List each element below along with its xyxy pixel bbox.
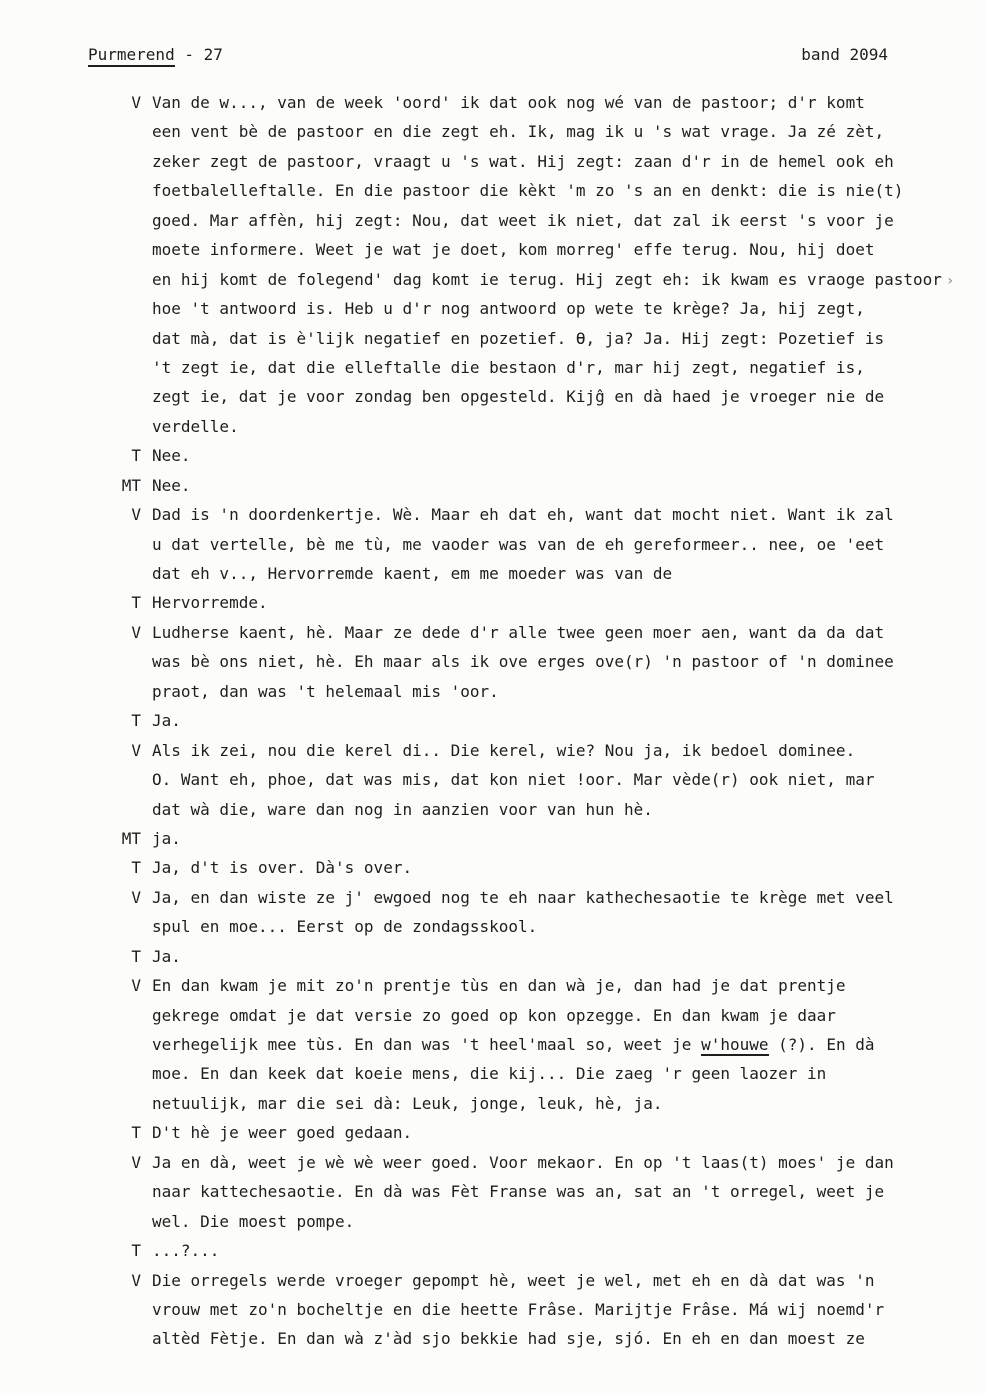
margin-mark: › — [945, 272, 955, 289]
transcript-line — [88, 324, 986, 353]
transcript-line — [88, 647, 986, 676]
line-text: Ja, d't is over. Dà's over. — [152, 858, 413, 878]
speaker-label: V — [131, 93, 141, 112]
line-text: ja. — [152, 828, 181, 848]
transcript-line — [88, 1207, 986, 1236]
line-text: dat eh v.., Hervorremde kaent, em me moeder was van de — [152, 564, 673, 583]
line-text: Nee. — [152, 475, 191, 495]
transcript-line — [88, 1148, 986, 1177]
line-text: gekrege omdat je dat versie zo goed op kon opzegge. En dan kwam je daar — [152, 1005, 836, 1025]
line-text: altèd Fètje. En dan wà z'àd sjo bekkie had sje, sjó. En eh en dan moest ze — [152, 1329, 865, 1349]
line-text: wel. Die moest pompe. — [152, 1211, 355, 1231]
transcript-line — [88, 677, 986, 706]
transcript-line — [88, 147, 986, 176]
line-text: spul en moe... Eerst op de zondagsskool. — [152, 917, 538, 937]
line-text: was bè ons niet, hè. Eh maar als ik ove erges ove(r) 'n pastoor of 'n dominee — [152, 652, 894, 672]
transcript-line — [88, 1059, 986, 1088]
line-text: hoe 't antwoord is. Heb u d'r nog antwoord op wete te krège? Ja, hij zegt, — [152, 299, 865, 319]
line-text: en hij komt de folegend' dag komt ie terug. Hij zegt eh: ik kwam es vraoge pastoor — [152, 269, 942, 289]
transcript-line — [88, 265, 986, 294]
transcript-line — [88, 706, 986, 735]
line-text: foetbalelleftalle. En die pastoor die kèkt 'm zo 's an en denkt: die is nie(t) — [152, 181, 904, 201]
page-title-location: Purmerend — [88, 45, 175, 67]
transcript-line — [88, 1266, 986, 1295]
line-text: moete informere. Weet je wat je doet, kom morreg' effe terug. Nou, hij doet — [152, 240, 875, 260]
line-text: D't hè je weer goed gedaan. — [152, 1123, 413, 1143]
transcript-line — [88, 176, 986, 205]
line-text: dat wà die, ware dan nog in aanzien voor van hun hè. — [152, 799, 653, 819]
speaker-label: V — [131, 1152, 141, 1172]
line-text: Van de w..., van de week 'oord' ik dat ook nog wé van de pastoor; d'r komt — [152, 93, 865, 112]
transcript-line — [88, 824, 986, 853]
transcript-line — [88, 1030, 986, 1059]
transcript-line — [88, 382, 986, 411]
line-text: O. Want eh, phoe, dat was mis, dat kon niet !oor. Mar vède(r) ook niet, mar — [152, 770, 875, 790]
line-text: Ja, en dan wiste ze j' ewgoed nog te eh naar kathechesaotie te krège met veel — [152, 887, 894, 907]
line-text: zegt ie, dat je voor zondag ben opgesteld. Kijĝ en dà haed je vroeger nie de — [152, 387, 885, 407]
speaker-label: T — [131, 858, 141, 878]
speaker-label: MT — [121, 828, 141, 848]
transcript-line — [88, 883, 986, 912]
transcript-line — [88, 235, 986, 264]
line-text: vrouw met zo'n bocheltje en die heette Frâse. Marijtje Frâse. Má wij noemd'r — [152, 1299, 885, 1319]
line-text: dat mà, dat is è'lijk negatief en pozetief. Ɵ, ja? Ja. Hij zegt: Pozetief is — [152, 328, 885, 348]
speaker-label: T — [131, 593, 141, 613]
line-text: zeker zegt de pastoor, vraagt u 's wat. Hij zegt: zaan d'r in de hemel ook eh — [152, 151, 894, 171]
line-text-post: (?). En dà — [768, 1035, 875, 1054]
transcript-line — [88, 559, 986, 588]
transcript-line — [88, 736, 986, 765]
speaker-label: T — [131, 1123, 141, 1143]
line-text-pre: verhegelijk mee tùs. En dan was 't heel'maal so, weet je — [152, 1035, 702, 1054]
underlined-word: w'houwe — [701, 1035, 769, 1054]
transcript-line — [88, 942, 986, 971]
line-text: Dad is 'n doordenkertje. Wè. Maar eh dat eh, want dat mocht niet. Want ik zal — [152, 505, 894, 525]
page-title — [88, 44, 223, 66]
speaker-label: T — [131, 446, 141, 466]
transcript-line — [88, 765, 986, 794]
transcript-line — [88, 1001, 986, 1030]
line-text: 't zegt ie, dat die elleftalle die bestaon d'r, mar hij zegt, negatief is, — [152, 357, 865, 377]
line-text: naar kattechesaotie. En dà was Fèt Franse was an, sat an 't orregel, weet je — [152, 1182, 885, 1202]
line-text: Hervorremde. — [152, 593, 268, 613]
transcript-line — [88, 1177, 986, 1206]
transcript-line — [88, 206, 986, 235]
line-text: goed. Mar affèn, hij zegt: Nou, dat weet ik niet, dat zal ik eerst 's voor je — [152, 210, 894, 230]
line-text: En dan kwam je mit zo'n prentje tùs en dan wà je, dan had je dat prentje — [152, 976, 846, 996]
transcript-line — [88, 1089, 986, 1118]
line-text: een vent bè de pastoor en die zegt eh. Ik, mag ik u 's wat vrage. Ja zé zèt, — [152, 122, 885, 142]
transcript-line — [88, 1236, 986, 1265]
speaker-label: V — [131, 976, 141, 996]
transcript-line — [88, 1118, 986, 1147]
transcript-line — [88, 1324, 986, 1353]
speaker-label: T — [131, 946, 141, 966]
transcript-line — [88, 471, 986, 500]
transcript-line — [88, 971, 986, 1000]
line-text: Ja en dà, weet je wè wè weer goed. Voor mekaor. En op 't laas(t) moes' je dan — [152, 1152, 894, 1172]
line-text: netuulijk, mar die sei dà: Leuk, jonge, leuk, hè, ja. — [152, 1093, 663, 1113]
speaker-label: T — [131, 1241, 141, 1261]
transcript-line — [88, 353, 986, 382]
page-header — [88, 44, 986, 66]
transcript-line — [88, 294, 986, 323]
transcript-line — [88, 412, 986, 441]
transcript-line — [88, 441, 986, 470]
speaker-label: MT — [121, 475, 141, 495]
transcript-line — [88, 117, 986, 146]
transcript-line — [88, 88, 986, 117]
speaker-label: V — [131, 887, 141, 907]
band-label: band 2094 — [801, 45, 888, 64]
speaker-label: V — [131, 740, 141, 760]
transcript-line — [88, 500, 986, 529]
speaker-label: V — [131, 622, 141, 642]
line-text: praot, dan was 't helemaal mis 'oor. — [152, 681, 499, 701]
line-text: verdelle. — [152, 416, 239, 436]
transcript-line — [88, 618, 986, 647]
speaker-label: T — [131, 711, 141, 731]
line-text: u dat vertelle, bè me tù, me vaoder was van de eh gereformeer.. nee, oe 'eet — [152, 534, 885, 554]
line-text: ...?... — [152, 1241, 220, 1261]
speaker-label: V — [131, 505, 141, 525]
transcript-line — [88, 1295, 986, 1324]
line-text: Ja. — [152, 946, 181, 966]
line-text: moe. En dan keek dat koeie mens, die kij... Die zaeg 'r geen laozer in — [152, 1064, 827, 1084]
line-text: Nee. — [152, 446, 191, 466]
speaker-label: V — [131, 1270, 141, 1290]
line-text: Als ik zei, nou die kerel di.. Die kerel, wie? Nou ja, ik bedoel dominee. — [152, 740, 856, 760]
line-text: Ludherse kaent, hè. Maar ze dede d'r alle twee geen moer aen, want da da dat — [152, 622, 885, 642]
transcript — [88, 88, 986, 1354]
transcript-line — [88, 588, 986, 617]
transcript-line — [88, 853, 986, 882]
line-text: Ja. — [152, 711, 181, 731]
line-text: Die orregels werde vroeger gepompt hè, weet je wel, met eh en dà dat was 'n — [152, 1270, 875, 1290]
transcript-line — [88, 912, 986, 941]
transcript-line — [88, 530, 986, 559]
transcript-line — [88, 795, 986, 824]
page-title-number: - 27 — [174, 45, 223, 64]
